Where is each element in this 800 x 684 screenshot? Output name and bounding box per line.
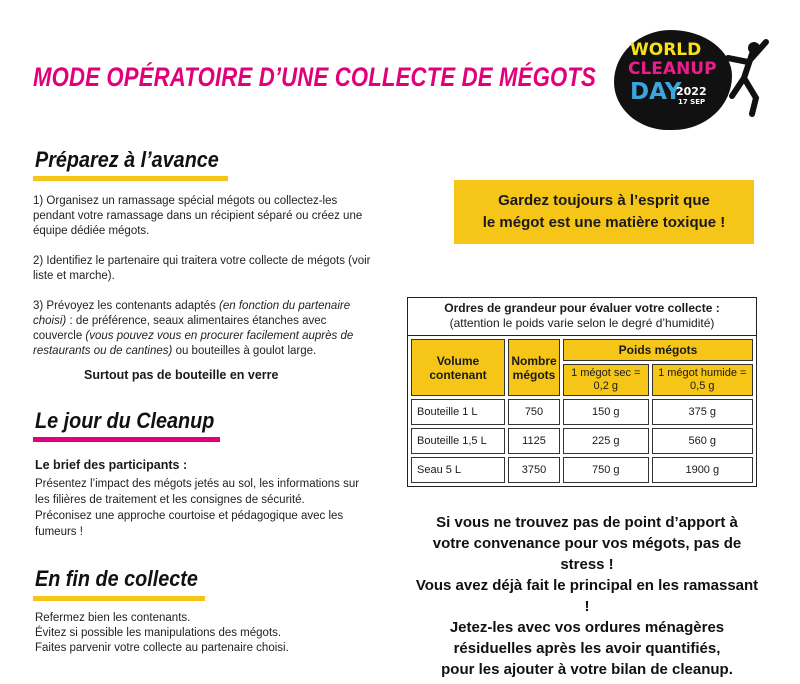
prepare-note: Surtout pas de bouteille en verre <box>84 368 279 382</box>
section-end-title: En fin de collecte <box>35 566 198 591</box>
end-line-1: Refermez bien les contenants. <box>35 612 191 624</box>
table-caption <box>408 298 756 336</box>
table-caption-note: (attention le poids varie selon le degré d’humidité) <box>449 316 715 330</box>
prepare-item-3: 3) Prévoyez les contenants adaptés (en fonction du partenaire choisi) : de préférence, seaux alimentaires étanches avec couvercle (vous pouvez vous en procurer facilement auprès de restaurants ou de cantines) ou bouteilles à goulot large. <box>33 300 354 357</box>
toxic-callout <box>454 180 754 244</box>
day-subtitle: Le brief des participants : <box>35 458 188 472</box>
logo-cleanup: CLEANUP <box>628 59 717 79</box>
col-subheader-wet: 1 mégot humide = 0,5 g <box>652 364 753 396</box>
callout-line-1: Gardez toujours à l’esprit que <box>498 192 710 209</box>
logo-world: WORLD <box>630 40 702 60</box>
col-header-volume: Volume contenant <box>411 339 505 396</box>
prepare-item-2: 2) Identifiez le partenaire qui traitera votre collecte de mégots (voir liste et marche). <box>33 255 371 282</box>
section-prepare-title: Préparez à l’avance <box>35 147 219 172</box>
cell-count: 1125 <box>508 428 560 454</box>
table-caption-title: Ordres de grandeur pour évaluer votre collecte : <box>444 301 720 315</box>
cell-volume: Seau 5 L <box>411 457 505 483</box>
col-subheader-dry: 1 mégot sec = 0,2 g <box>563 364 649 396</box>
day-line-2: Préconisez une approche courtoise et pédagogique avec les fumeurs ! <box>35 510 344 538</box>
cell-wet: 560 g <box>652 428 753 454</box>
estimation-table <box>407 297 757 487</box>
callout-line-2: le mégot est une matière toxique ! <box>482 214 726 231</box>
section-day-underline <box>33 437 220 442</box>
section-end-underline <box>33 596 205 601</box>
cell-dry: 150 g <box>563 399 649 425</box>
cell-wet: 1900 g <box>652 457 753 483</box>
prepare-item-1: 1) Organisez un ramassage spécial mégots ou collectez-les pendant votre ramassage dans un récipient séparé ou créez une équipe dédiée mégots. <box>33 195 363 237</box>
table-row <box>411 428 753 454</box>
page-title: MODE OPÉRATOIRE D’UNE COLLECTE DE MÉGOTS <box>33 62 596 92</box>
tip-line-4: Jetez-les avec vos ordures ménagères <box>449 619 725 636</box>
climber-icon <box>722 38 770 118</box>
section-day-body <box>35 476 373 540</box>
logo-day: DAY <box>630 79 682 105</box>
cell-count: 3750 <box>508 457 560 483</box>
table-row <box>411 399 753 425</box>
table-row <box>411 457 753 483</box>
world-cleanup-day-logo <box>614 30 774 140</box>
cell-count: 750 <box>508 399 560 425</box>
tip-line-2: votre convenance pour vos mégots, pas de stress ! <box>432 535 742 573</box>
section-day-title: Le jour du Cleanup <box>35 408 215 433</box>
cell-dry: 225 g <box>563 428 649 454</box>
section-prepare-body <box>33 194 378 359</box>
no-stress-tip <box>412 512 762 680</box>
cell-volume: Bouteille 1,5 L <box>411 428 505 454</box>
day-line-1: Présentez l’impact des mégots jetés au sol, les informations sur les filières de traitement et les consignes de sécurité. <box>35 478 360 506</box>
logo-date: 17 SEP <box>678 98 706 106</box>
cell-dry: 750 g <box>563 457 649 483</box>
cell-volume: Bouteille 1 L <box>411 399 505 425</box>
section-end-body <box>35 611 375 656</box>
tip-line-6: pour les ajouter à votre bilan de cleanup. <box>441 661 733 678</box>
tip-line-3: Vous avez déjà fait le principal en les ramassant ! <box>415 577 759 615</box>
end-line-2: Évitez si possible les manipulations des mégots. <box>35 627 282 639</box>
cell-wet: 375 g <box>652 399 753 425</box>
section-prepare-underline <box>33 176 228 181</box>
end-line-3: Faites parvenir votre collecte au partenaire choisi. <box>35 642 289 654</box>
tip-line-1: Si vous ne trouvez pas de point d’apport à <box>436 514 738 531</box>
estimation-grid <box>408 336 756 486</box>
col-header-weight: Poids mégots <box>563 339 753 361</box>
logo-year: 2022 <box>676 85 707 98</box>
col-header-count: Nombre mégots <box>508 339 560 396</box>
tip-line-5: résiduelles après les avoir quantifiés, <box>453 640 721 657</box>
